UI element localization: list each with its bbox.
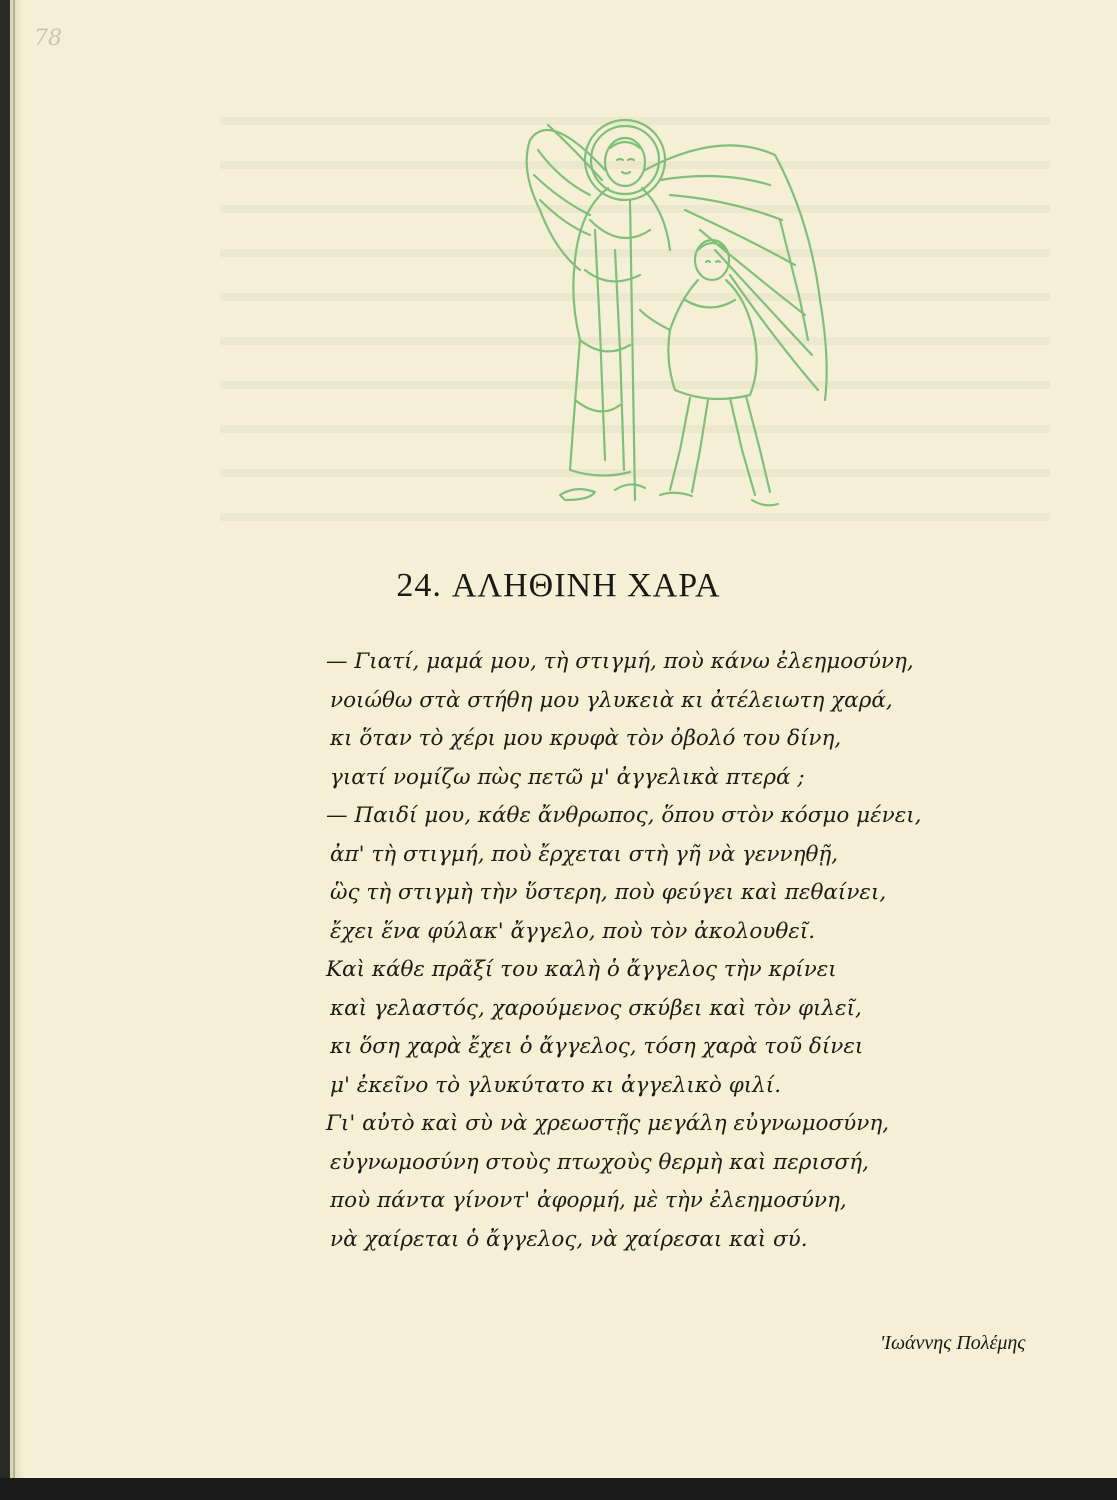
title-number: 24. [396, 567, 442, 604]
scan-bottom-edge [0, 1478, 1117, 1500]
poem-line: ποὺ πάντα γίνοντ' ἀφορμή, μὲ τὴν ἐλεημοσύνη, [330, 1188, 847, 1213]
title-text: ΑΛΗΘΙΝΗ ΧΑΡΑ [451, 567, 721, 604]
poem-line: εὐγνωμοσύνη στοὺς πτωχοὺς θερμὴ καὶ περισσή, [330, 1149, 869, 1175]
poem-line: κι ὅταν τὸ χέρι μου κρυφὰ τὸν ὀβολό του δίνη, [330, 726, 842, 751]
page-number: 78 [34, 26, 62, 51]
poem-line: γιατί νομίζω πὼς πετῶ μ' ἀγγελικὰ πτερά ; [330, 764, 805, 790]
scan-edge [0, 0, 10, 1500]
poem-line: — Γιατί, μαμά μου, τὴ στιγμή, ποὺ κάνω ἐλεημοσύνη, [326, 649, 914, 674]
poem-line: ἀπ' τὴ στιγμή, ποὺ ἔρχεται στὴ γῆ νὰ γεννηθῇ, [330, 841, 839, 867]
poem-line: κι ὅση χαρὰ ἔχει ὁ ἄγγελος, τόση χαρὰ τοῦ δίνει [330, 1034, 864, 1059]
poem-line: Καὶ κάθε πρᾶξί του καλὴ ὁ ἄγγελος τὴν κρίνει [326, 957, 837, 982]
poem [326, 643, 1066, 1259]
author-signature: 'Ιωάννης Πολέμης [880, 1332, 1026, 1354]
poem-line: μ' ἐκεῖνο τὸ γλυκύτατο κι ἀγγελικὸ φιλί. [330, 1072, 782, 1098]
poem-line: ἔχει ἕνα φύλακ' ἄγγελο, ποὺ τὸν ἀκολουθεῖ. [330, 918, 816, 944]
poem-line: — Παιδί μου, κάθε ἄνθρωπος, ὅπου στὸν κόσμο μένει, [326, 803, 922, 828]
angel-with-child-icon [520, 100, 840, 530]
poem-line: νοιώθω στὰ στήθη μου γλυκειὰ κι ἀτέλειωτη χαρά, [330, 687, 893, 713]
poem-line: ὣς τὴ στιγμὴ τὴν ὕστερη, ποὺ φεύγει καὶ πεθαίνει, [330, 880, 887, 905]
gutter-line [13, 0, 15, 1500]
page-title [0, 567, 1117, 605]
poem-line: Γι' αὐτὸ καὶ σὺ νὰ χρεωστῇς μεγάλη εὐγνωμοσύνη, [326, 1111, 890, 1136]
poem-line: καὶ γελαστός, χαρούμενος σκύβει καὶ τὸν φιλεῖ, [330, 995, 862, 1021]
poem-line: νὰ χαίρεται ὁ ἄγγελος, νὰ χαίρεσαι καὶ σύ. [330, 1226, 808, 1252]
